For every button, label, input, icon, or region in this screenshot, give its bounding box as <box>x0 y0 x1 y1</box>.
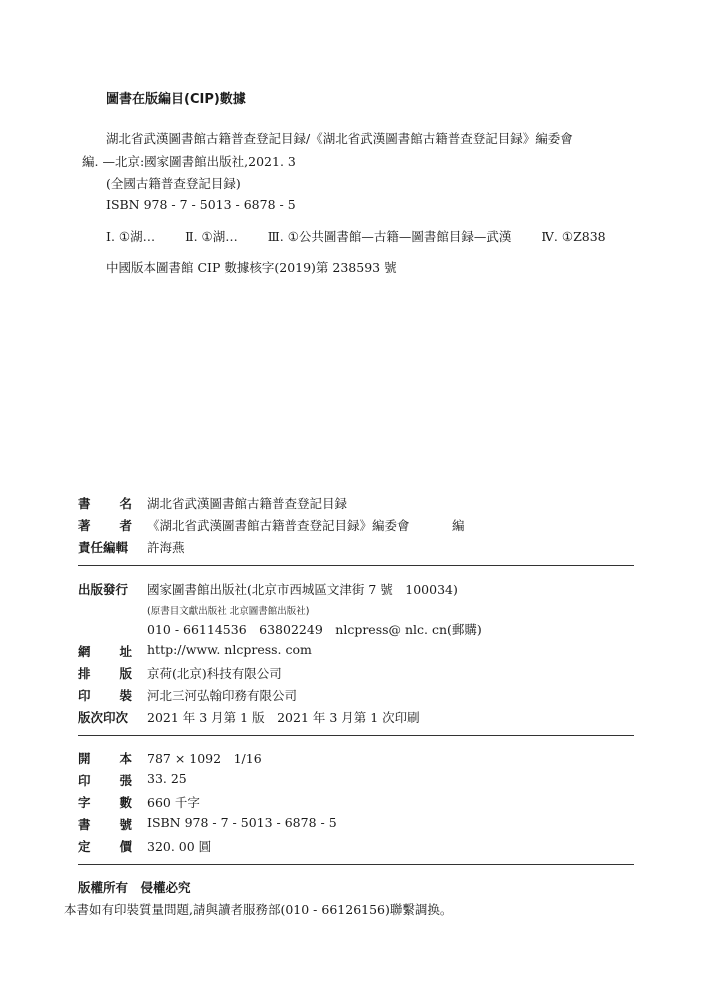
classification-item: Ⅲ. ①公共圖書館—古籍—圖書館目録—武漢 <box>267 229 512 244</box>
printing-value: 河北三河弘翰印務有限公司 <box>147 688 298 703</box>
classification-item: Ⅰ. ①湖… <box>106 229 156 244</box>
title-label-char: 書 <box>78 496 91 511</box>
sheets-label-char: 印 <box>78 773 91 788</box>
publisher-value: 國家圖書館出版社(北京市西城區文津街 7 號 100034) <box>147 582 458 597</box>
publisher-label: 出版發行 <box>78 582 129 597</box>
editor-label: 責任編輯 <box>78 540 129 555</box>
sheets-label-char: 張 <box>119 773 132 788</box>
typesetting-value: 京荷(北京)科技有限公司 <box>147 666 282 681</box>
isbn-label-char: 號 <box>119 817 132 832</box>
copyright-notice: 本書如有印裝質量問題,請與讀者服務部(010 - 66126156)聯繫調换。 <box>64 902 453 917</box>
price-label <box>78 837 132 855</box>
format-label <box>78 749 132 767</box>
classification-item: Ⅱ. ①湖… <box>185 229 238 244</box>
price-label-char: 定 <box>78 839 91 854</box>
cip-series: (全國古籍普查登記目録) <box>106 176 241 191</box>
author-label-char: 著 <box>78 518 91 533</box>
publisher-note: (原書目文獻出版社 北京圖書館出版社) <box>147 606 310 617</box>
words-label <box>78 793 132 811</box>
format-value: 787 × 1092 1/16 <box>147 751 262 766</box>
author-label-char: 者 <box>119 518 132 533</box>
cip-entry-line2: 編. —北京:國家圖書館出版社,2021. 3 <box>82 154 296 169</box>
sheets-value: 33. 25 <box>147 771 187 786</box>
title-value: 湖北省武漢圖書館古籍普查登記目録 <box>147 496 348 511</box>
website-label-char: 址 <box>119 644 132 659</box>
price-value: 320. 00 圓 <box>147 839 212 854</box>
classification-item: Ⅳ. ①Z838 <box>541 229 606 244</box>
divider <box>78 864 634 865</box>
divider <box>78 735 634 736</box>
author-value: 《湖北省武漢圖書館古籍普查登記目録》編委會 <box>147 518 410 533</box>
isbn-label-char: 書 <box>78 817 91 832</box>
printing-label-char: 裝 <box>119 688 132 703</box>
cip-classification <box>106 227 606 246</box>
author-role: 編 <box>452 518 465 533</box>
cip-record-number: 中國版本圖書館 CIP 數據核字(2019)第 238593 號 <box>106 260 397 275</box>
typesetting-label-char: 版 <box>119 666 132 681</box>
website-label-char: 網 <box>78 644 91 659</box>
divider <box>78 565 634 566</box>
edition-label: 版次印次 <box>78 710 129 725</box>
title-label <box>78 494 132 512</box>
typesetting-label <box>78 664 132 682</box>
printing-label-char: 印 <box>78 688 91 703</box>
copyright-label: 版權所有 侵權必究 <box>78 880 191 895</box>
website-value: http://www. nlcpress. com <box>147 642 312 657</box>
isbn-label <box>78 815 132 833</box>
typesetting-label-char: 排 <box>78 666 91 681</box>
price-label-char: 價 <box>119 839 132 854</box>
printing-label <box>78 686 132 704</box>
cip-heading: 圖書在版編目(CIP)數據 <box>106 92 246 107</box>
format-label-char: 本 <box>119 751 132 766</box>
editor-value: 許海燕 <box>147 540 185 555</box>
website-label <box>78 642 132 660</box>
cip-isbn: ISBN 978 - 7 - 5013 - 6878 - 5 <box>106 197 296 212</box>
cip-entry-line1: 湖北省武漢圖書館古籍普查登記目録/《湖北省武漢圖書館古籍普查登記目録》編委會 <box>106 131 573 146</box>
edition-value: 2021 年 3 月第 1 版 2021 年 3 月第 1 次印刷 <box>147 710 420 725</box>
words-label-char: 字 <box>78 795 91 810</box>
author-label <box>78 516 132 534</box>
words-label-char: 數 <box>119 795 132 810</box>
sheets-label <box>78 771 132 789</box>
isbn-value: ISBN 978 - 7 - 5013 - 6878 - 5 <box>147 815 337 830</box>
title-label-char: 名 <box>119 496 132 511</box>
format-label-char: 開 <box>78 751 91 766</box>
words-value: 660 千字 <box>147 795 200 810</box>
publisher-phone: 010 - 66114536 63802249 nlcpress@ nlc. cn(郵購) <box>147 622 482 637</box>
